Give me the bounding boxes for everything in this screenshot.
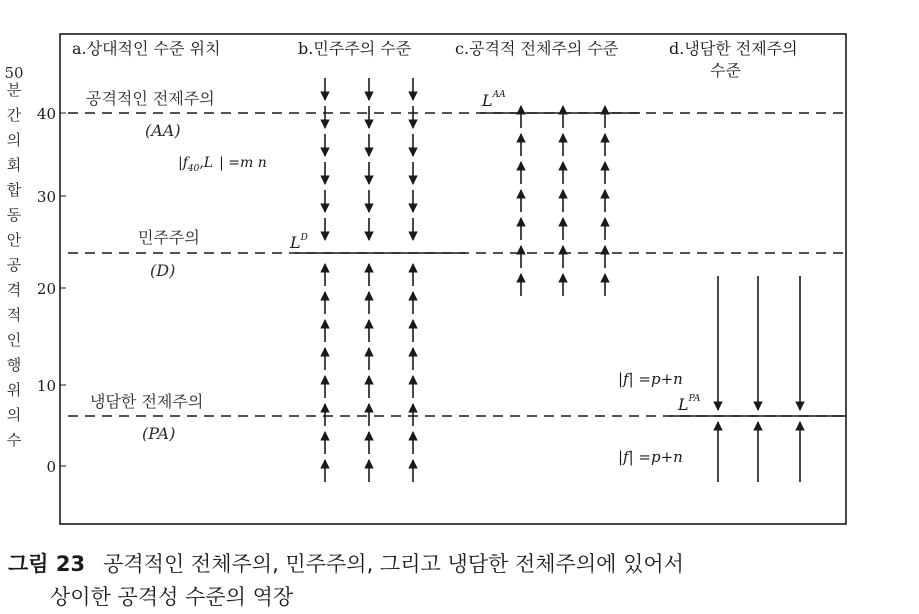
header-a: a.상대적인 수준 위치 xyxy=(72,39,221,58)
y-axis-label-char: 간 xyxy=(6,106,22,124)
y-axis-label-char: 공 xyxy=(6,256,22,274)
aa-level-name: 공격적인 전제주의 xyxy=(86,89,215,108)
pa-level-name: 냉담한 전제주의 xyxy=(90,392,204,411)
l-pa-label: $L^{PA}$ xyxy=(678,394,701,414)
figure-caption xyxy=(8,548,908,614)
y-axis-label xyxy=(4,64,23,449)
caption-line2: 상이한 공격성 수준의 역장 xyxy=(50,585,294,609)
pa-level-abbr: (PA) xyxy=(142,424,176,443)
figure-number: 그림 23 xyxy=(8,552,86,576)
header-c: c.공격적 전체주의 수준 xyxy=(455,39,619,58)
tick-40: 40 xyxy=(36,105,56,123)
header-b: b.민주주의 수준 xyxy=(298,39,412,58)
header-d-line1: d.냉담한 전제주의 xyxy=(669,39,798,58)
y-axis-label-char: 의 xyxy=(6,406,22,424)
header-d-line2: 수준 xyxy=(710,61,741,80)
y-axis-label-char: 분 xyxy=(6,81,22,99)
tick-30: 30 xyxy=(36,188,56,206)
level-labels xyxy=(86,89,215,443)
y-axis-label-char: 안 xyxy=(6,231,22,249)
tick-20: 20 xyxy=(36,280,56,298)
y-axis-label-char: 격 xyxy=(6,281,22,299)
caption-line1: 공격적인 전체주의, 민주주의, 그리고 냉담한 전체주의에 있어서 xyxy=(103,552,684,576)
y-axis-label-char: 동 xyxy=(6,206,22,224)
tick-10: 10 xyxy=(36,377,56,395)
tick-0: 0 xyxy=(46,458,56,476)
d-level-name: 민주주의 xyxy=(138,228,200,247)
pa-force-above: |f| =p+n xyxy=(618,370,683,388)
y-axis-ticks xyxy=(37,105,66,476)
force-formula: $|f_{40},L$ | =m n xyxy=(178,155,267,174)
y-axis-label-char: 적 xyxy=(6,306,22,324)
y-axis-label-char: 위 xyxy=(6,381,22,399)
annotations xyxy=(178,90,701,466)
pa-force-below: |f| =p+n xyxy=(618,448,683,466)
y-axis-label-char: 인 xyxy=(6,331,22,349)
y-axis-label-char: 행 xyxy=(6,356,22,374)
column-headers xyxy=(72,39,798,80)
y-axis-label-char: 의 xyxy=(6,131,22,149)
y-axis-label-char: 50 xyxy=(4,64,24,82)
y-axis-label-char: 회 xyxy=(6,156,22,174)
y-axis-label-char: 수 xyxy=(6,431,22,449)
aa-level-abbr: (AA) xyxy=(145,121,181,140)
y-axis-label-char: 합 xyxy=(6,181,22,199)
force-arrows xyxy=(325,78,800,482)
l-aa-label: $L^{AA}$ xyxy=(482,90,506,110)
l-d-label: $L^D$ xyxy=(290,233,308,252)
d-level-abbr: (D) xyxy=(150,261,176,280)
